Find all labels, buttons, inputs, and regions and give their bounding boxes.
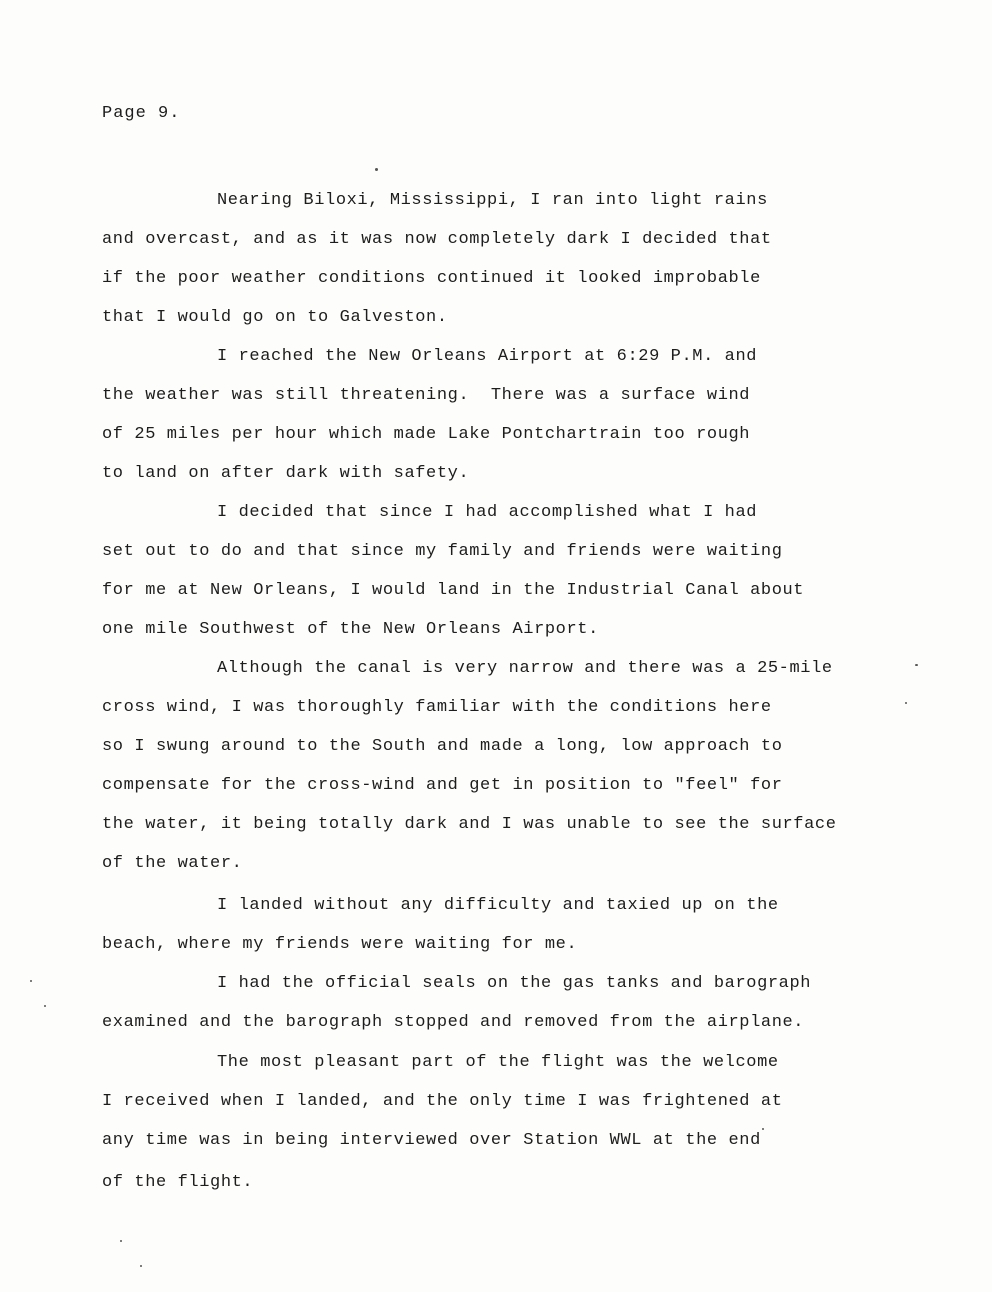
scan-speck	[44, 1005, 46, 1007]
scan-speck	[762, 1128, 764, 1130]
text-line: and overcast, and as it was now completely dark I decided that	[102, 230, 772, 249]
text-line: any time was in being interviewed over Station WWL at the end	[102, 1131, 761, 1150]
scan-speck	[120, 1240, 122, 1242]
text-line: of the flight.	[102, 1173, 254, 1192]
scan-speck	[30, 980, 32, 982]
scan-speck	[140, 1265, 142, 1267]
text-line: I had the official seals on the gas tanks and barograph	[217, 974, 812, 993]
text-line: I landed without any difficulty and taxied up on the	[217, 896, 779, 915]
page-number: Page 9.	[102, 104, 181, 123]
text-line: so I swung around to the South and made a long, low approach to	[102, 737, 783, 756]
text-line: to land on after dark with safety.	[102, 464, 470, 483]
scan-speck	[375, 168, 378, 171]
text-line: the water, it being totally dark and I was unable to see the surface	[102, 815, 837, 834]
text-line: I received when I landed, and the only time I was frightened at	[102, 1092, 783, 1111]
scan-speck	[905, 702, 907, 704]
text-line: of 25 miles per hour which made Lake Pontchartrain too rough	[102, 425, 751, 444]
scan-speck	[915, 664, 918, 666]
text-line: examined and the barograph stopped and removed from the airplane.	[102, 1013, 805, 1032]
text-line: Nearing Biloxi, Mississippi, I ran into light rains	[217, 191, 768, 210]
text-line: if the poor weather conditions continued it looked improbable	[102, 269, 761, 288]
text-line: one mile Southwest of the New Orleans Airport.	[102, 620, 599, 639]
text-line: The most pleasant part of the flight was the welcome	[217, 1053, 779, 1072]
text-line: beach, where my friends were waiting for me.	[102, 935, 578, 954]
text-line: the weather was still threatening. There was a surface wind	[102, 386, 751, 405]
text-line: set out to do and that since my family and friends were waiting	[102, 542, 783, 561]
text-line: compensate for the cross-wind and get in position to "feel" for	[102, 776, 783, 795]
text-line: cross wind, I was thoroughly familiar with the conditions here	[102, 698, 772, 717]
text-line: I decided that since I had accomplished what I had	[217, 503, 758, 522]
text-line: for me at New Orleans, I would land in the Industrial Canal about	[102, 581, 805, 600]
text-line: I reached the New Orleans Airport at 6:29 P.M. and	[217, 347, 758, 366]
text-line: of the water.	[102, 854, 243, 873]
text-line: that I would go on to Galveston.	[102, 308, 448, 327]
text-line: Although the canal is very narrow and there was a 25-mile	[217, 659, 833, 678]
